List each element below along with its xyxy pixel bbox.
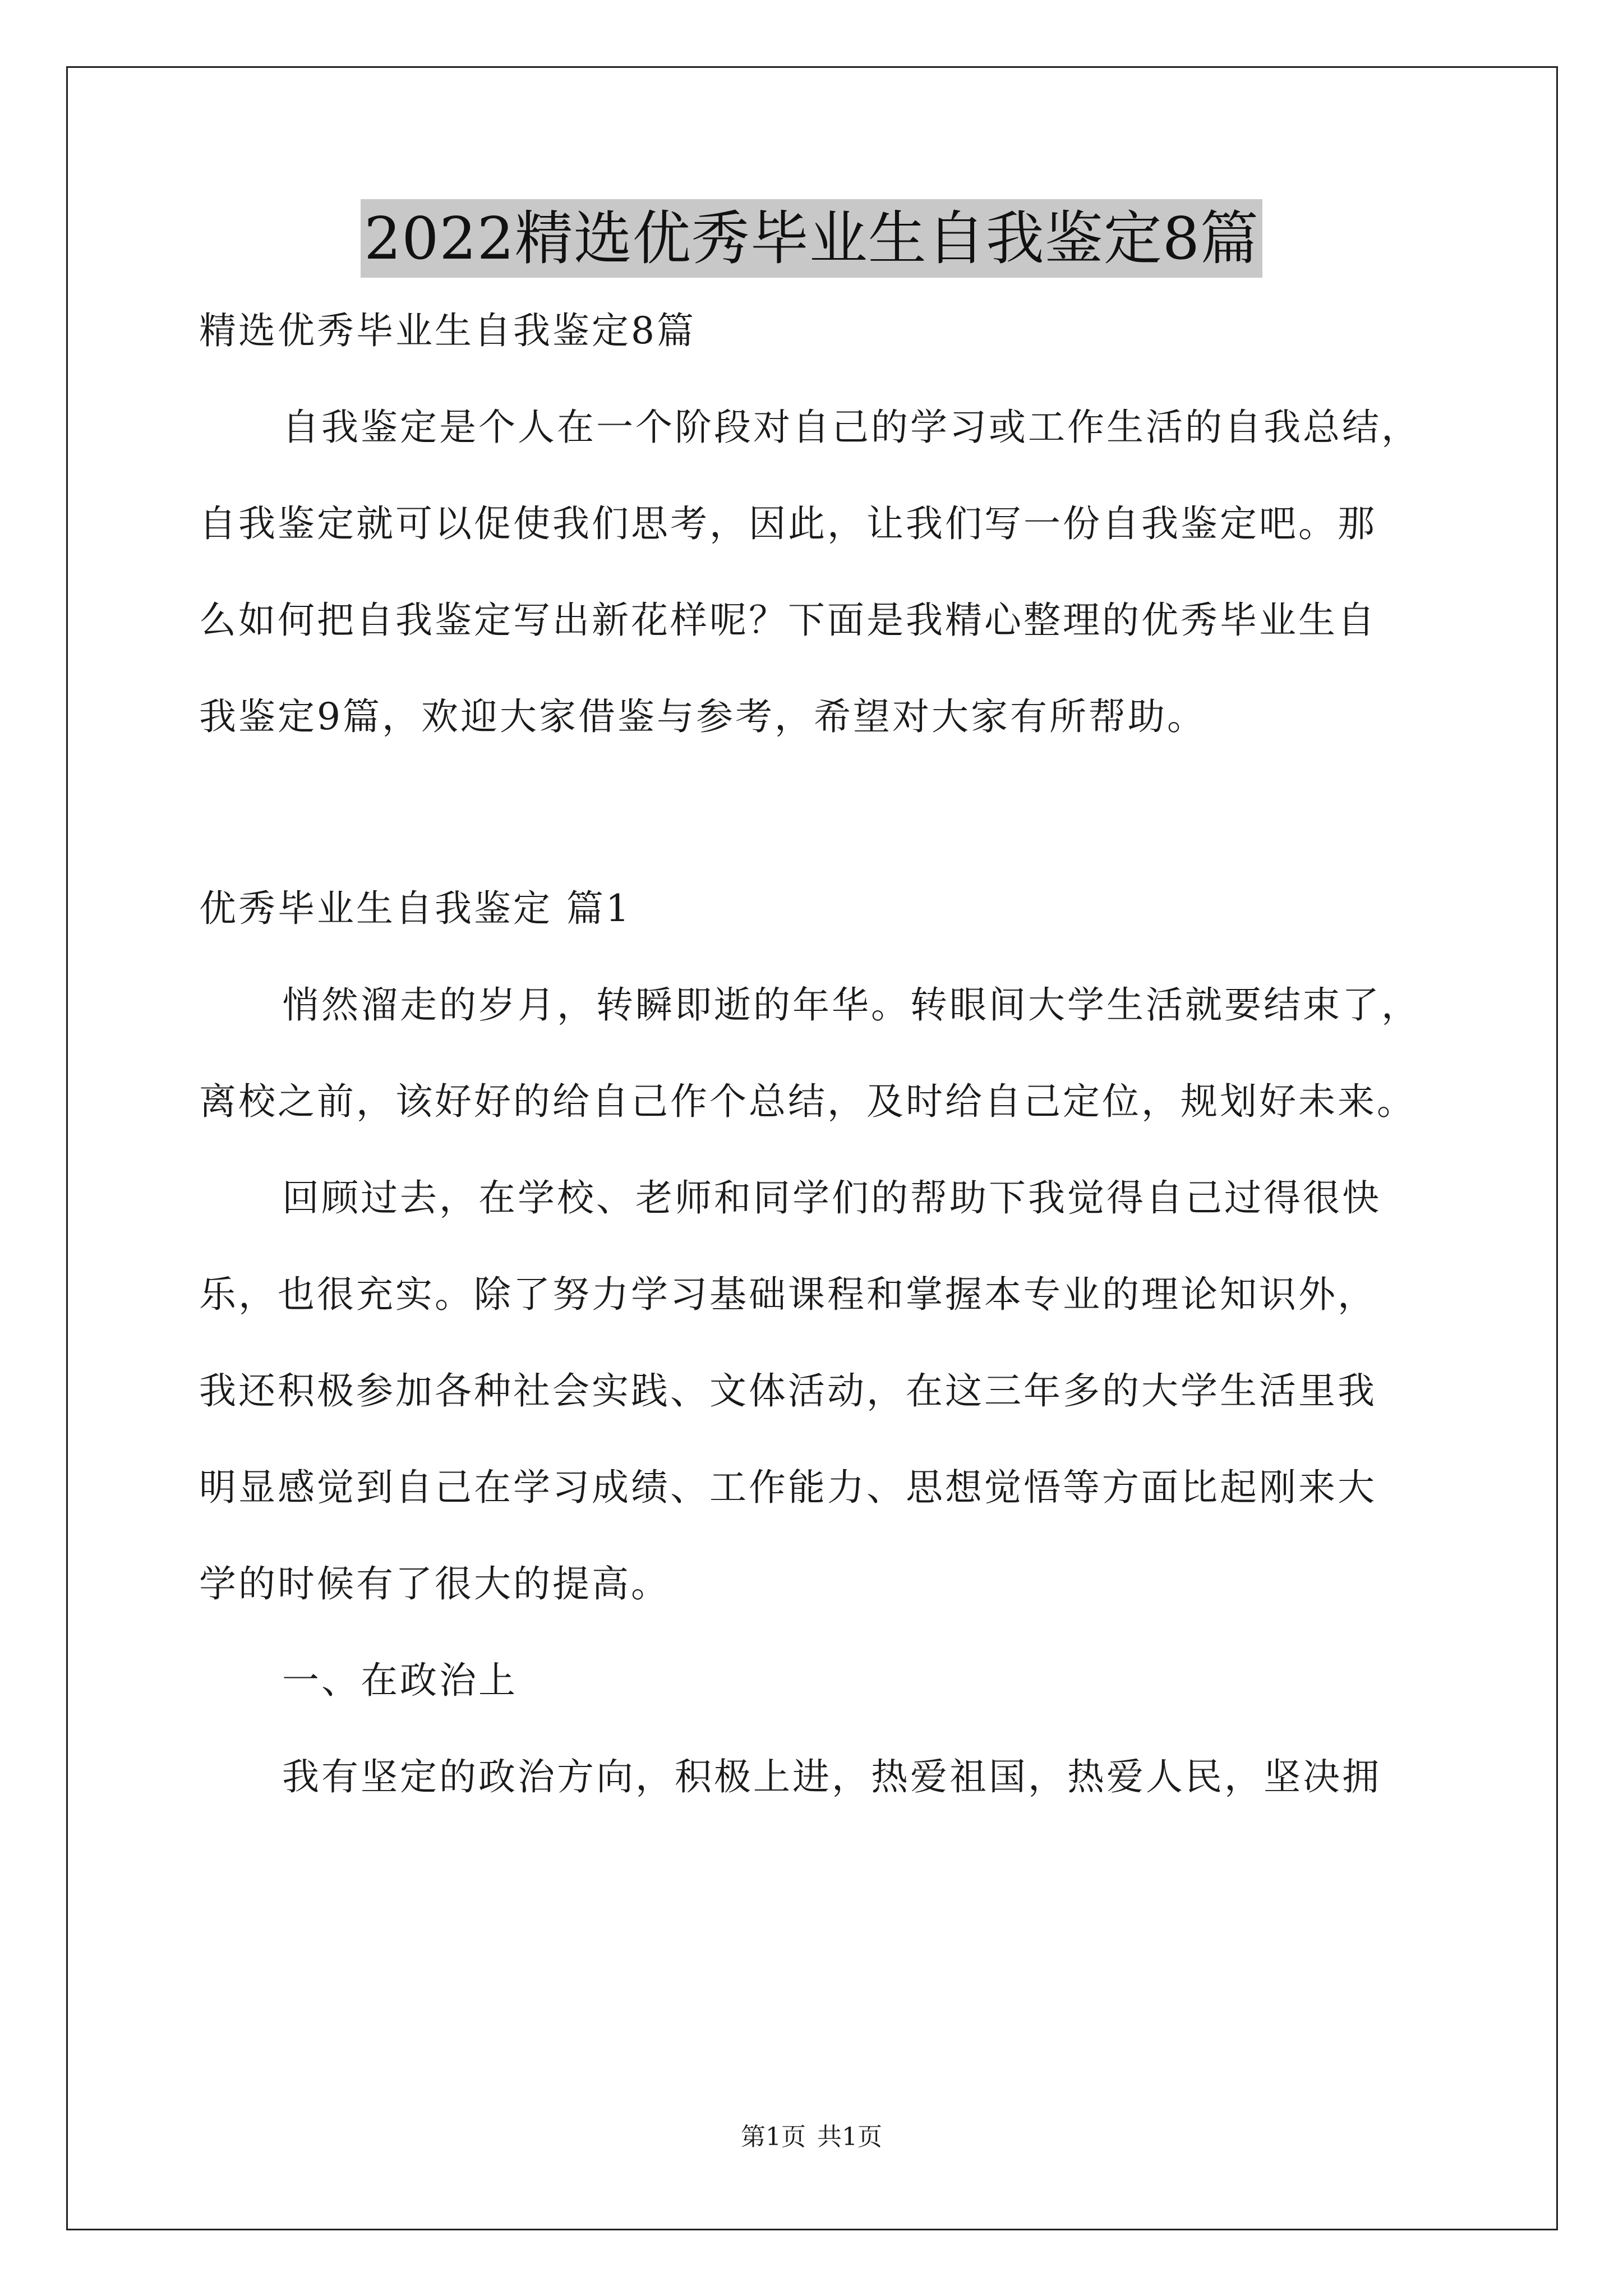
document-subtitle: 精选优秀毕业生自我鉴定8篇	[199, 309, 696, 352]
section-heading: 优秀毕业生自我鉴定 篇1	[199, 887, 631, 930]
paragraph-line: 学的时候有了很大的提高。	[199, 1562, 670, 1605]
intro-line: 我鉴定9篇，欢迎大家借鉴与参考，希望对大家有所帮助。	[199, 695, 1206, 738]
document-body	[199, 311, 1433, 1797]
paragraph-line: 乐，也很充实。除了努力学习基础课程和掌握本专业的理论知识外，	[199, 1273, 1377, 1316]
page-footer	[0, 2123, 1623, 2151]
intro-line: 么如何把自我鉴定写出新花样呢？下面是我精心整理的优秀毕业生自	[199, 599, 1377, 642]
intro-line: 自我鉴定就可以促使我们思考，因此，让我们写一份自我鉴定吧。那	[199, 502, 1377, 545]
intro-line: 自我鉴定是个人在一个阶段对自己的学习或工作生活的自我总结，	[282, 406, 1421, 449]
title-block	[0, 199, 1623, 278]
paragraph-line: 明显感觉到自己在学习成绩、工作能力、思想觉悟等方面比起刚来大	[199, 1466, 1377, 1509]
page-number: 第1页	[741, 2123, 806, 2151]
paragraph-line: 回顾过去，在学校、老师和同学们的帮助下我觉得自己过得很快	[282, 1176, 1381, 1220]
paragraph-line: 我有坚定的政治方向，积极上进，热爱祖国，热爱人民，坚决拥	[282, 1755, 1381, 1798]
paragraph-line: 悄然溜走的岁月，转瞬即逝的年华。转眼间大学生活就要结束了，	[282, 983, 1421, 1027]
paragraph-line: 我还积极参加各种社会实践、文体活动，在这三年多的大学生活里我	[199, 1369, 1377, 1412]
sub-heading: 一、在政治上	[282, 1659, 518, 1702]
paragraph-line: 离校之前，该好好的给自己作个总结，及时给自己定位，规划好未来。	[199, 1080, 1416, 1123]
page-total: 共1页	[817, 2123, 882, 2151]
document-title: 2022精选优秀毕业生自我鉴定8篇	[361, 199, 1262, 278]
